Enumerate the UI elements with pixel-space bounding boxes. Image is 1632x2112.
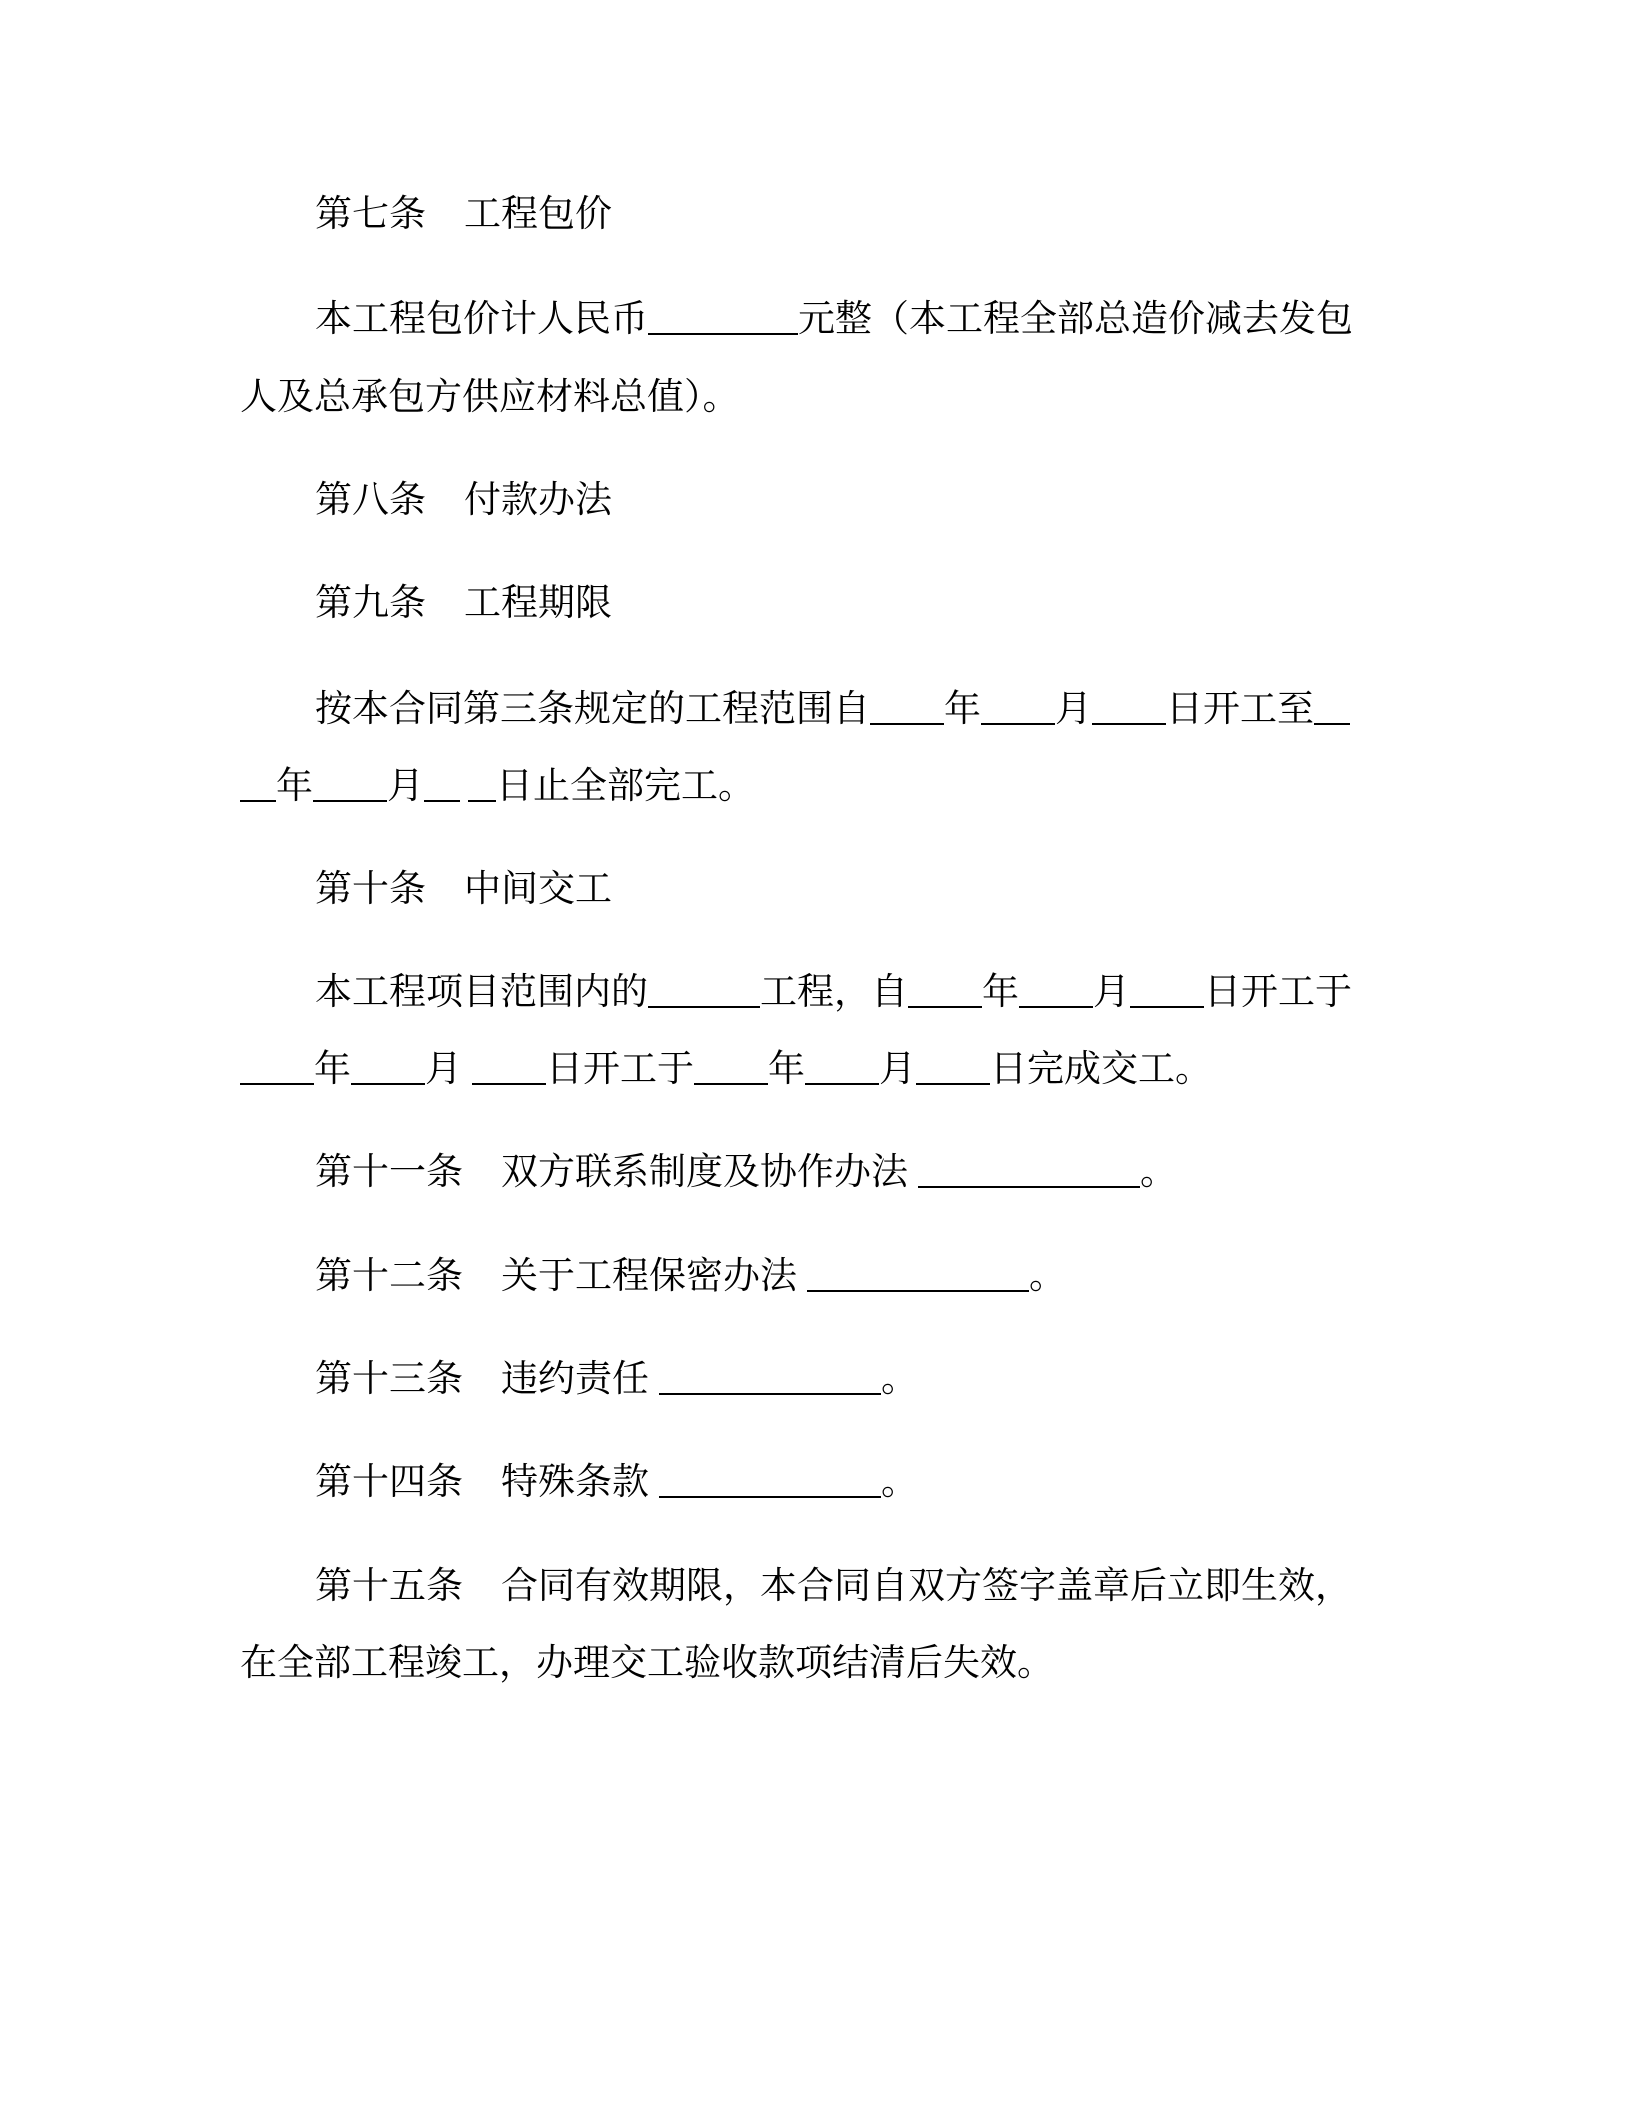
article-8-heading <box>315 476 1435 524</box>
article-7-text-line-2 <box>240 373 1360 421</box>
period: 。 <box>1029 1254 1066 1297</box>
article-12-label: 第十二条 <box>315 1254 463 1297</box>
blank <box>981 687 1055 725</box>
article-12-title: 关于工程保密办法 <box>501 1254 797 1297</box>
article-8-title: 付款办法 <box>464 478 612 521</box>
blank <box>240 1047 314 1085</box>
month-label: 月 <box>1093 970 1130 1013</box>
article-11-title: 双方联系制度及协作办法 <box>501 1150 908 1193</box>
article-14-label: 第十四条 <box>315 1460 463 1503</box>
article-11-label: 第十一条 <box>315 1150 463 1193</box>
blank <box>240 764 276 802</box>
blank <box>1092 687 1166 725</box>
article-10-text-c: 日开工于 <box>546 1047 694 1090</box>
blank <box>424 764 460 802</box>
blank <box>807 1254 1029 1292</box>
blank <box>468 764 496 802</box>
article-10-text-line-1 <box>315 968 1435 1016</box>
blank <box>472 1047 546 1085</box>
blank <box>1019 970 1093 1008</box>
blank <box>659 1357 881 1395</box>
blank <box>648 970 760 1008</box>
article-12-heading <box>315 1252 1435 1300</box>
article-7-text-c: 人及总承包方供应材料总值）。 <box>240 375 740 418</box>
article-9-heading <box>315 579 1435 627</box>
article-14-title: 特殊条款 <box>501 1460 649 1503</box>
blank <box>313 764 387 802</box>
year-label: 年 <box>314 1047 351 1090</box>
article-7-text-b: 元整（本工程全部总造价减去发包 <box>798 297 1353 340</box>
blank <box>870 687 944 725</box>
article-9-text-b: 日开工至 <box>1166 687 1314 730</box>
article-9-text-line-1 <box>315 685 1435 733</box>
article-7-text-line-1 <box>315 295 1435 343</box>
article-7-heading <box>315 190 1435 238</box>
price-blank <box>648 297 798 335</box>
year-label: 年 <box>768 1047 805 1090</box>
article-13-heading <box>315 1355 1435 1403</box>
article-7-text-a: 本工程包价计人民币 <box>315 297 648 340</box>
article-10-text-d: 日完成交工。 <box>990 1047 1212 1090</box>
month-label: 月 <box>879 1047 916 1090</box>
month-label: 月 <box>387 764 424 807</box>
period: 。 <box>881 1357 918 1400</box>
blank <box>351 1047 425 1085</box>
article-13-label: 第十三条 <box>315 1357 463 1400</box>
blank <box>908 970 982 1008</box>
article-11-heading <box>315 1148 1435 1196</box>
blank <box>916 1047 990 1085</box>
article-10-text-line-2 <box>240 1045 1360 1093</box>
article-15-label: 第十五条 <box>315 1564 463 1607</box>
article-10-text-c: 日开工于 <box>1204 970 1352 1013</box>
blank <box>805 1047 879 1085</box>
article-8-label: 第八条 <box>315 478 426 521</box>
article-10-label: 第十条 <box>315 867 426 910</box>
article-9-title: 工程期限 <box>464 581 612 624</box>
year-label: 年 <box>944 687 981 730</box>
period: 。 <box>1140 1150 1177 1193</box>
month-label: 月 <box>425 1047 462 1090</box>
blank <box>1130 970 1204 1008</box>
article-7-title: 工程包价 <box>464 192 612 235</box>
blank <box>659 1460 881 1498</box>
article-10-text-b: 工程，自 <box>760 970 908 1013</box>
article-7-label: 第七条 <box>315 192 426 235</box>
article-14-heading <box>315 1458 1435 1506</box>
article-15-line-2 <box>240 1639 1360 1687</box>
article-9-text-c: 日止全部完工。 <box>496 764 755 807</box>
article-10-text-a: 本工程项目范围内的 <box>315 970 648 1013</box>
article-15-text-1: 合同有效期限，本合同自双方签字盖章后立即生效， <box>501 1564 1352 1607</box>
article-9-text-line-2 <box>240 762 1360 810</box>
article-9-label: 第九条 <box>315 581 426 624</box>
article-9-text-a: 按本合同第三条规定的工程范围自 <box>315 687 870 730</box>
article-15-line-1 <box>315 1562 1435 1610</box>
year-label: 年 <box>982 970 1019 1013</box>
month-label: 月 <box>1055 687 1092 730</box>
blank <box>918 1150 1140 1188</box>
article-15-text-2: 在全部工程竣工，办理交工验收款项结清后失效。 <box>240 1641 1054 1684</box>
blank <box>1314 687 1350 725</box>
article-13-title: 违约责任 <box>501 1357 649 1400</box>
period: 。 <box>881 1460 918 1503</box>
article-10-title: 中间交工 <box>464 867 612 910</box>
article-10-heading <box>315 865 1435 913</box>
year-label: 年 <box>276 764 313 807</box>
blank <box>694 1047 768 1085</box>
